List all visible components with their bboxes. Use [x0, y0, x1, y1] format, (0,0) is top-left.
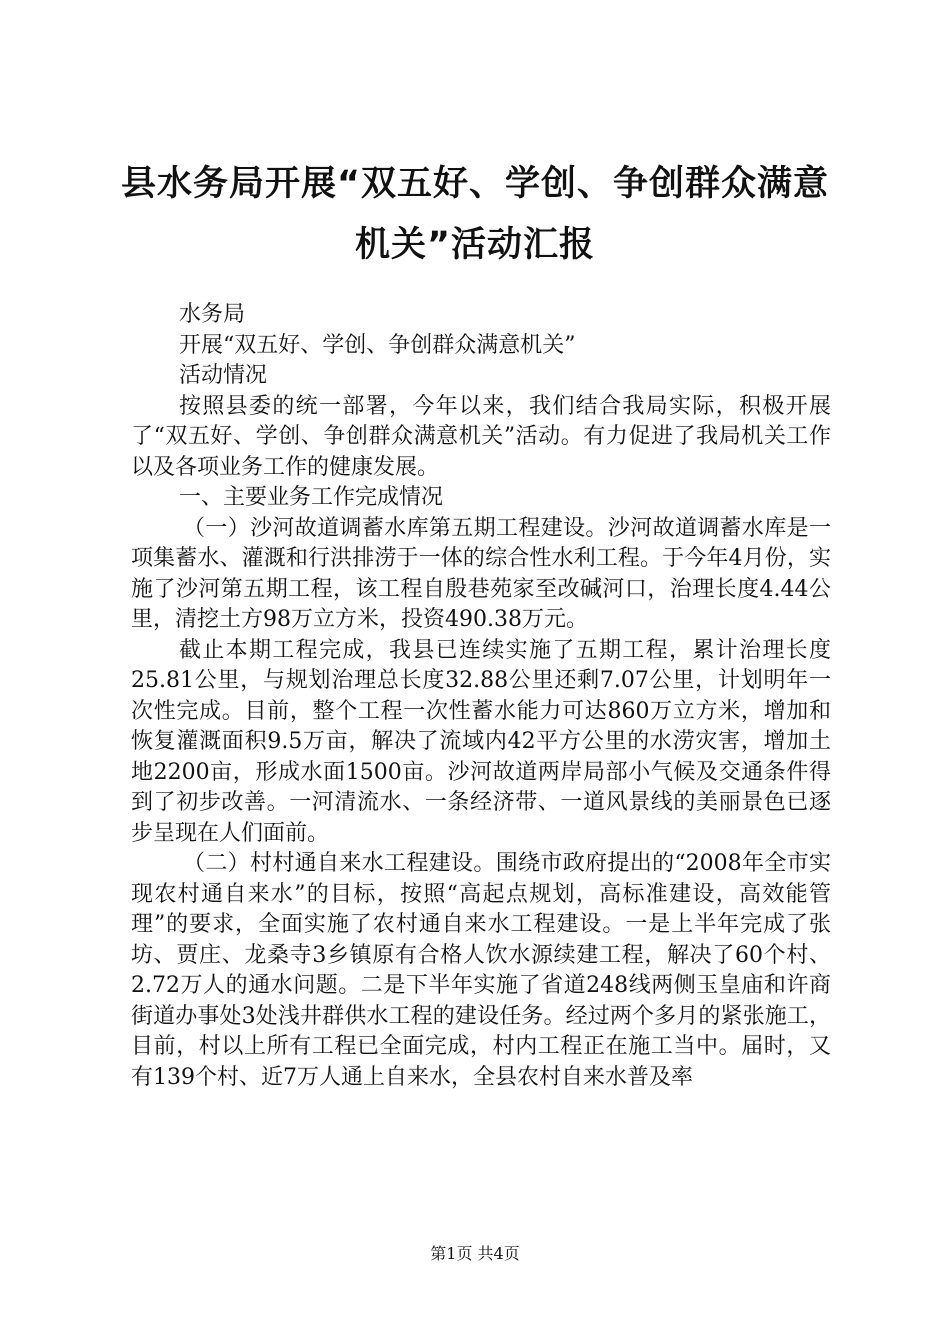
document-title-line-2: 机关”活动汇报	[354, 225, 595, 265]
paragraph-shahe-reservoir: （一）沙河故道调蓄水库第五期工程建设。沙河故道调蓄水库是一项集蓄水、灌溉和行洪排涝于一体的综合性水利工程。于今年4月份，实施了沙河第五期工程，该工程自殷巷苑家至改碱河口，治理长度4.44公里，清挖土方98万立方米，投资490.38万元。	[131, 515, 831, 632]
paragraph-project-progress: 截止本期工程完成，我县已连续实施了五期工程，累计治理长度25.81公里，与规划治理总长度32.88公里还剩7.07公里，计划明年一次性完成。目前，整个工程一次性蓄水能力可达860万立方米，增加和恢复灌溉面积9.5万亩，解决了流域内42平方公里的水涝灾害，增加土地2200亩，形成水面1500亩。沙河故道两岸局部小气候及交通条件得到了初步改善。一河清流水、一条经济带、一道风景线的美丽景色已逐步呈现在人们面前。	[131, 637, 831, 846]
paragraph-rural-water-supply: （二）村村通自来水工程建设。围绕市政府提出的“2008年全市实现农村通自来水”的目标，按照“高起点规划，高标准建设，高效能管理”的要求，全面实施了农村通自来水工程建设。一是上半年完成了张坊、贾庄、龙桑寺3乡镇原有合格人饮水源续建工程，解决了60个村、2.72万人的通水问题。二是下半年实施了省道248线两侧玉皇庙和许商街道办事处3处浅井群供水工程的建设任务。经过两个多月的紧张施工，目前，村以上所有工程已全面完成，村内工程正在施工当中。届时，又有139个村、近7万人通上自来水，全县农村自来水普及率	[131, 851, 831, 1090]
paragraph-intro: 按照县委的统一部署，今年以来，我们结合我局实际，积极开展了“双五好、学创、争创群众满意机关”活动。有力促进了我局机关工作以及各项业务工作的健康发展。	[131, 393, 831, 480]
document-title-line-1: 县水务局开展“双五好、学创、争创群众满意	[120, 164, 829, 204]
page-footer: 第1页 共4页	[430, 1244, 520, 1263]
paragraph-subtitle: 开展“双五好、学创、争创群众满意机关”	[179, 332, 576, 358]
section-heading-main-work: 一、主要业务工作完成情况	[179, 485, 444, 510]
paragraph-activity-status: 活动情况	[179, 363, 268, 388]
paragraph-department: 水务局	[179, 302, 246, 327]
document-body	[131, 300, 831, 1093]
